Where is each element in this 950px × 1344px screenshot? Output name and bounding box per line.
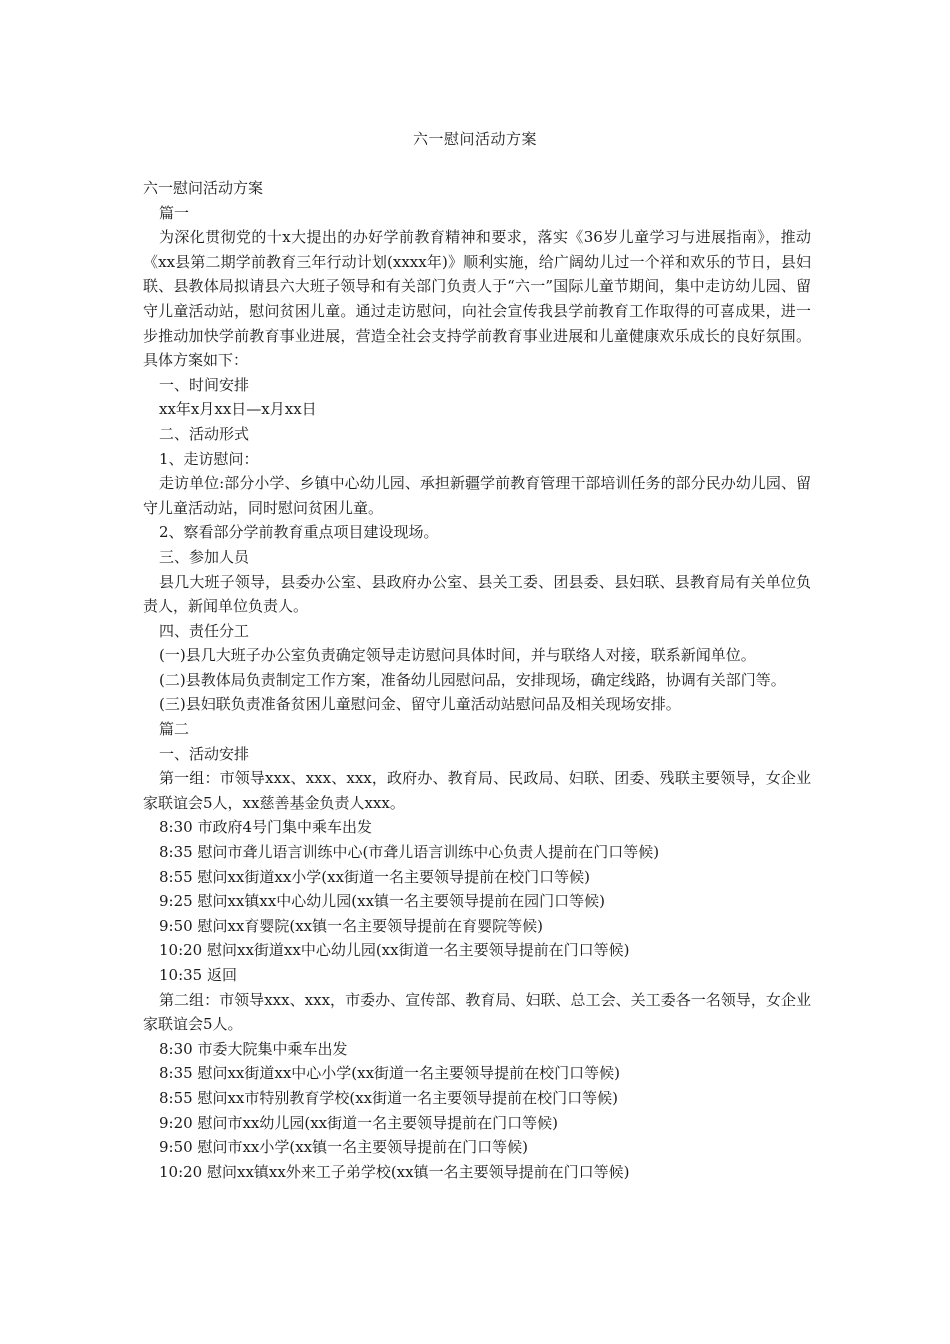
section-heading: 一、时间安排 <box>159 375 250 394</box>
group-description: 第二组：市领导xxx、xxx，市委办、宣传部、教育局、妇联、总工会、关工委各一名领导，女企业家联谊会5人。 <box>143 990 811 1034</box>
schedule-item: 8:55 慰问xx街道xx小学(xx街道一名主要领导提前在校门口等候) <box>159 867 590 886</box>
part-heading: 篇二 <box>159 720 190 739</box>
list-item: (一)县几大班子办公室负责确定领导走访慰问具体时间，并与联络人对接，联系新闻单位。 <box>159 646 756 665</box>
list-item: 2、察看部分学前教育重点项目建设现场。 <box>159 523 439 542</box>
schedule-item: 8:35 慰问市聋儿语言训练中心(市聋儿语言训练中心负责人提前在门口等候) <box>159 843 660 862</box>
list-item: (二)县教体局负责制定工作方案，准备幼儿园慰问品，安排现场，确定线路，协调有关部门等。 <box>159 670 786 689</box>
list-item: (三)县妇联负责准备贫困儿童慰问金、留守儿童活动站慰问品及相关现场安排。 <box>159 695 681 714</box>
schedule-item: 9:50 慰问市xx小学(xx镇一名主要领导提前在门口等候) <box>159 1138 528 1157</box>
group-description: 第一组：市领导xxx、xxx、xxx，政府办、教育局、民政局、妇联、团委、残联主要领导，女企业家联谊会5人，xx慈善基金负责人xxx。 <box>143 769 811 812</box>
paragraph: 走访单位:部分小学、乡镇中心幼儿园、承担新疆学前教育管理干部培训任务的部分民办幼儿园、留守儿童活动站，同时慰问贫困儿童。 <box>143 474 811 517</box>
schedule-item: 8:55 慰问xx市特别教育学校(xx街道一名主要领导提前在校门口等候) <box>159 1088 618 1107</box>
section-heading: 四、责任分工 <box>159 621 250 640</box>
paragraph: xx年x月xx日—x月xx日 <box>159 400 317 419</box>
section-title: 六一慰问活动方案 <box>143 179 264 197</box>
schedule-item: 9:25 慰问xx镇xx中心幼儿园(xx镇一名主要领导提前在园门口等候) <box>159 892 605 911</box>
document-body <box>143 176 811 1184</box>
document-title: 六一慰问活动方案 <box>412 130 537 148</box>
schedule-item: 8:30 市委大院集中乘车出发 <box>159 1039 348 1058</box>
list-item: 1、走访慰问： <box>159 449 259 468</box>
section-heading: 三、参加人员 <box>159 547 250 566</box>
intro-paragraph: 为深化贯彻党的十x大提出的办好学前教育精神和要求，落实《36岁儿童学习与进展指南》，推动《xx县第二期学前教育三年行动计划(xxxx年)》顺利实施，给广阔幼儿过一个祥和欢乐的节日，县妇联、县教体局拟请县六大班子领导和有关部门负责人于“六一”国际儿童节期间，集中走访幼儿园、留守儿童活动站，慰问贫困儿童。通过走访慰问，向社会宣传我县学前教育工作取得的可喜成果，进一步推动加快学前教育事业进展，营造全社会支持学前教育事业进展和儿童健康欢乐成长的良好氛围。具体方案如下： <box>143 228 811 370</box>
schedule-item: 10:20 慰问xx街道xx中心幼儿园(xx街道一名主要领导提前在门口等候) <box>159 941 630 960</box>
paragraph: 县几大班子领导，县委办公室、县政府办公室、县关工委、团县委、县妇联、县教育局有关单位负责人，新闻单位负责人。 <box>143 572 811 616</box>
part-heading: 篇一 <box>159 203 190 222</box>
schedule-item: 9:50 慰问xx育婴院(xx镇一名主要领导提前在育婴院等候) <box>159 916 543 935</box>
section-heading: 二、活动形式 <box>159 424 250 443</box>
schedule-item: 10:35 返回 <box>159 966 237 984</box>
schedule-item: 10:20 慰问xx镇xx外来工子弟学校(xx镇一名主要领导提前在门口等候) <box>159 1162 630 1181</box>
schedule-item: 8:30 市政府4号门集中乘车出发 <box>159 818 372 837</box>
section-heading: 一、活动安排 <box>159 744 250 763</box>
schedule-item: 9:20 慰问市xx幼儿园(xx街道一名主要领导提前在门口等候) <box>159 1113 558 1132</box>
schedule-item: 8:35 慰问xx街道xx中心小学(xx街道一名主要领导提前在校门口等候) <box>159 1064 620 1083</box>
